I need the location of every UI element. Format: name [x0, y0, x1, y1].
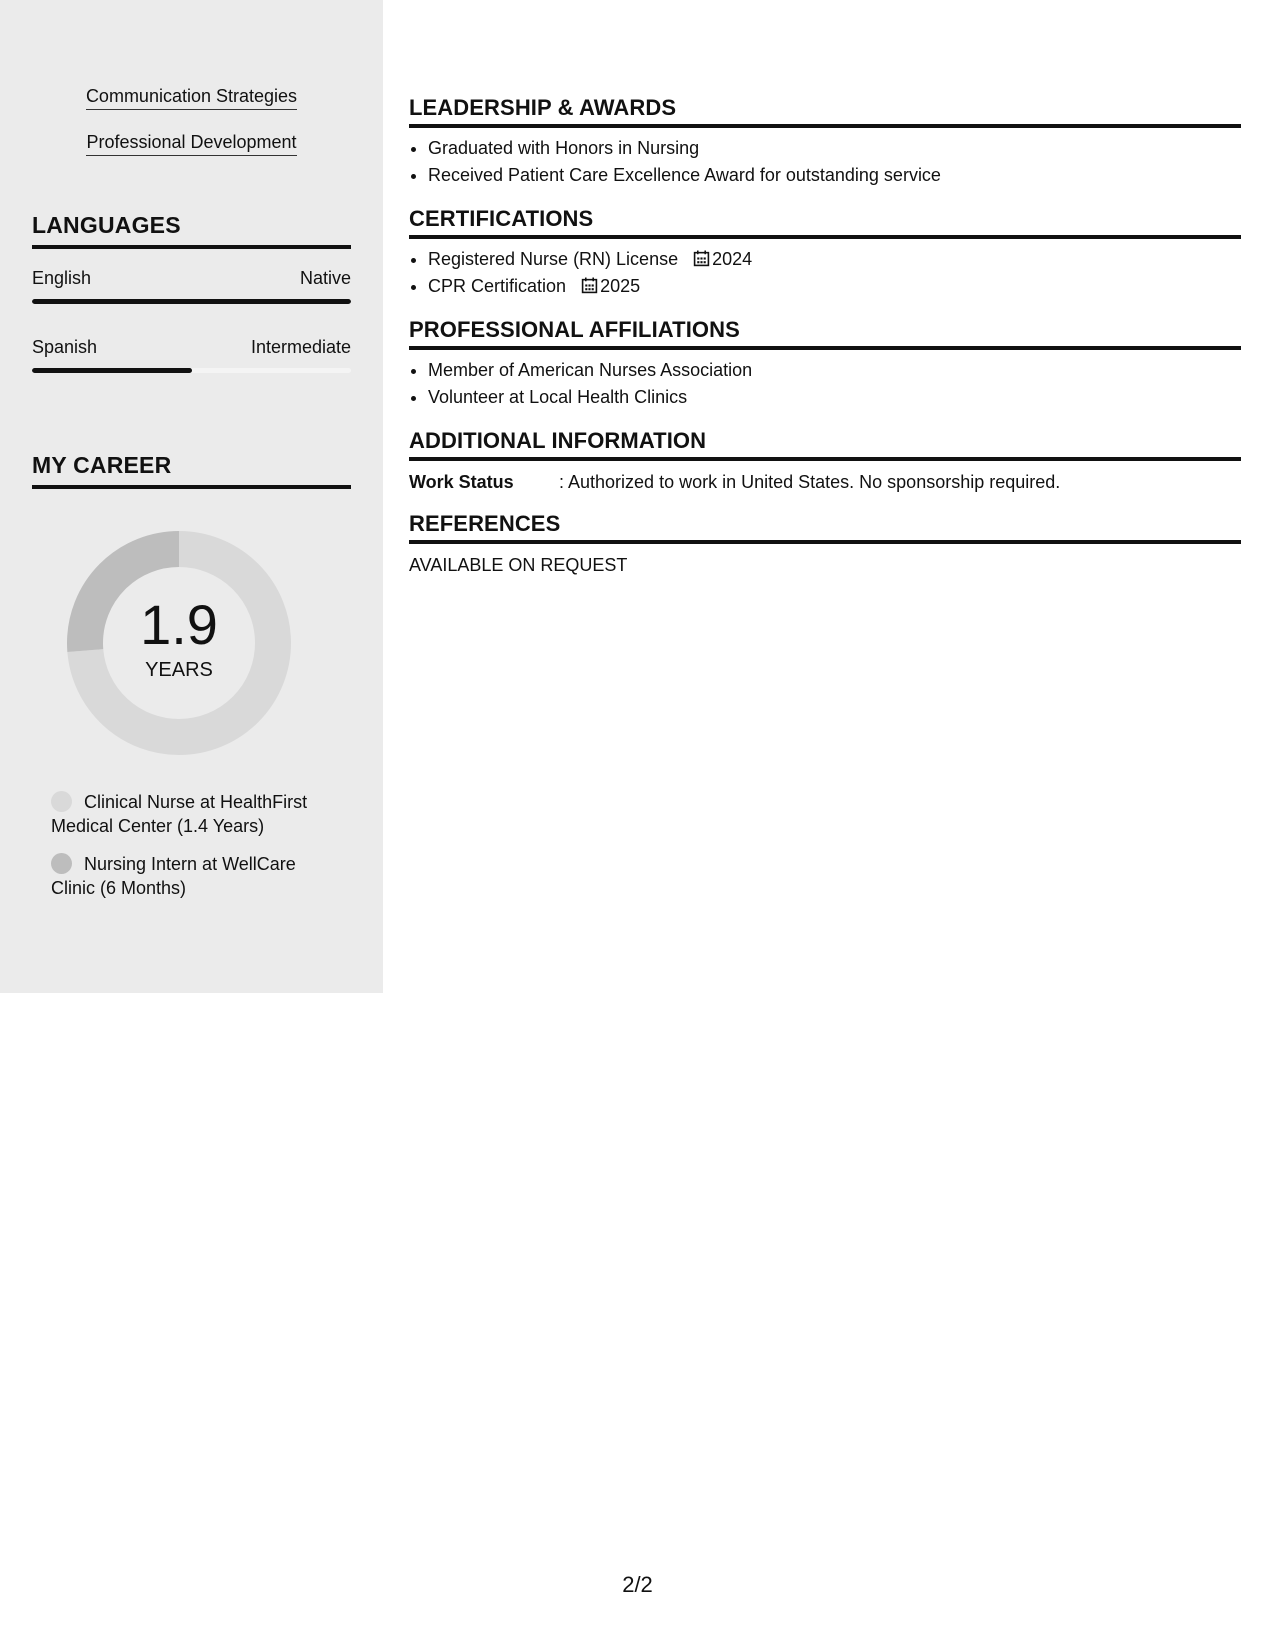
language-name: Spanish: [32, 337, 98, 357]
certification-name: Registered Nurse (RN) License: [428, 249, 679, 269]
leadership-heading: LEADERSHIP & AWARDS: [409, 95, 1241, 128]
career-total-years: 1.9: [140, 592, 218, 656]
certification-year: 2025: [600, 276, 641, 296]
affiliations-list: [409, 357, 752, 411]
language-bar-english: [32, 299, 351, 304]
references-text: AVAILABLE ON REQUEST: [409, 555, 628, 575]
certification-item: [428, 273, 752, 300]
work-status-value: : Authorized to work in United States. No sponsorship required.: [559, 472, 1061, 492]
work-status-label: Work Status: [409, 472, 514, 492]
language-level: Intermediate: [250, 337, 351, 357]
additional-info-heading: ADDITIONAL INFORMATION: [409, 428, 1241, 461]
leadership-list: [409, 135, 941, 189]
skill-item: Professional Development: [86, 132, 296, 156]
languages-heading: LANGUAGES: [32, 212, 351, 249]
legend-label: Nursing Intern at WellCare Clinic (6 Months): [51, 854, 296, 898]
certification-year: 2024: [712, 249, 753, 269]
language-row-english: [32, 268, 351, 289]
career-legend-item: [51, 852, 341, 900]
sidebar: [0, 0, 383, 993]
career-heading: MY CAREER: [32, 452, 351, 489]
calendar-icon: [581, 277, 598, 294]
work-status-row: [409, 472, 1060, 493]
affiliations-heading: PROFESSIONAL AFFILIATIONS: [409, 317, 1241, 350]
legend-dot: [51, 853, 72, 874]
language-bar-fill: [32, 368, 192, 373]
list-item: • Received Patient Care Excellence Award for outstanding service: [428, 162, 941, 189]
legend-dot: [51, 791, 72, 812]
language-level: Native: [299, 268, 351, 288]
language-bar-fill: [32, 299, 351, 304]
certification-name: CPR Certification: [428, 276, 567, 296]
career-total-unit: YEARS: [145, 658, 213, 681]
list-item: • Volunteer at Local Health Clinics: [428, 384, 752, 411]
career-legend-item: [51, 790, 341, 838]
skill-item: Communication Strategies: [86, 86, 297, 110]
certifications-list: [409, 246, 752, 300]
calendar-icon: [693, 250, 710, 267]
list-item: • Member of American Nurses Association: [428, 357, 752, 384]
certifications-heading: CERTIFICATIONS: [409, 206, 1241, 239]
skills-list: [0, 86, 383, 178]
list-item: • Graduated with Honors in Nursing: [428, 135, 941, 162]
references-heading: REFERENCES: [409, 511, 1241, 544]
certification-item: [428, 246, 752, 273]
career-donut-center: [66, 530, 292, 756]
page-number: 2/2: [622, 1572, 653, 1597]
career-donut-chart: [66, 530, 292, 756]
language-bar-spanish: [32, 368, 351, 373]
language-name: English: [32, 268, 92, 288]
legend-label: Clinical Nurse at HealthFirst Medical Center (1.4 Years): [51, 792, 308, 836]
language-row-spanish: [32, 337, 351, 358]
